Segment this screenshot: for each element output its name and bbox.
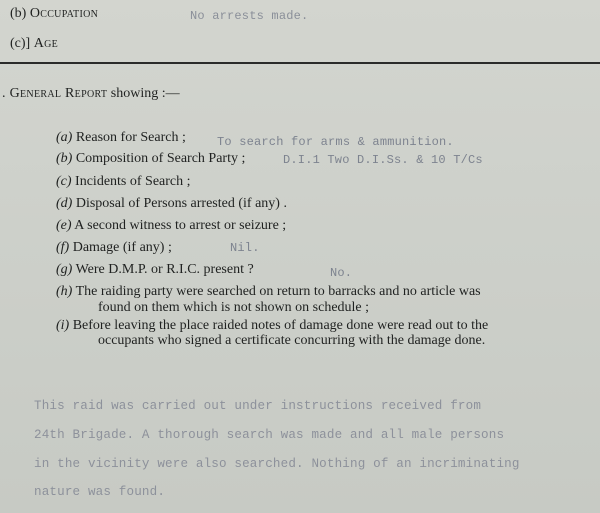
report-item-c <box>56 174 191 190</box>
report-item-e <box>56 218 286 234</box>
item-letter: (c) <box>56 174 72 189</box>
item-label: Damage (if any) ; <box>72 240 172 255</box>
occupation-value: No arrests made. <box>190 9 309 23</box>
report-item-h <box>56 284 481 300</box>
report-heading-prefix: . General Report <box>2 86 108 101</box>
report-item-h-continued: found on them which is not shown on schedule ; <box>98 300 370 315</box>
item-label: Disposal of Persons arrested (if any) . <box>75 196 287 211</box>
item-letter: (i) <box>56 318 70 333</box>
divider-rule <box>0 62 600 64</box>
item-b-value: D.I.1 Two D.I.Ss. & 10 T/Cs <box>283 153 483 167</box>
narrative-line: This raid was carried out under instructions received from <box>34 399 482 413</box>
item-letter: (a) <box>56 130 73 145</box>
item-letter: (f) <box>56 240 70 255</box>
report-item-f <box>56 240 172 256</box>
narrative-line: 24th Brigade. A thorough search was made and all male persons <box>34 428 505 442</box>
item-label: The raiding party were searched on return to barracks and no article was <box>75 284 481 299</box>
report-item-g <box>56 262 254 278</box>
item-letter: (g) <box>56 262 73 277</box>
report-item-b <box>56 151 245 167</box>
report-item-i <box>56 318 488 334</box>
occupation-row <box>10 6 98 22</box>
item-label: A second witness to arrest or seizure ; <box>74 218 287 233</box>
item-f-value: Nil. <box>230 241 260 255</box>
occupation-letter: (b) <box>10 6 27 21</box>
narrative-line: in the vicinity were also searched. Nothing of an incriminating <box>34 457 520 471</box>
item-g-value: No. <box>330 266 353 280</box>
item-label: Before leaving the place raided notes of damage done were read out to the <box>72 318 489 333</box>
narrative-line: nature was found. <box>34 485 166 499</box>
occupation-label: Occupation <box>29 6 99 21</box>
report-heading <box>2 86 180 102</box>
item-letter: (e) <box>56 218 72 233</box>
item-label: Composition of Search Party ; <box>75 151 246 166</box>
item-letter: (b) <box>56 151 73 166</box>
item-label: Reason for Search ; <box>75 130 186 145</box>
report-item-i-continued: occupants who signed a certificate concurring with the damage done. <box>98 333 486 348</box>
item-a-value: To search for arms & ammunition. <box>217 135 454 149</box>
item-label: Were D.M.P. or R.I.C. present ? <box>75 262 254 277</box>
age-label: Age <box>33 36 59 51</box>
age-row <box>10 36 58 52</box>
report-item-d <box>56 196 287 212</box>
age-letter: (c)] <box>10 36 31 51</box>
report-item-a <box>56 130 186 146</box>
item-label: Incidents of Search ; <box>75 174 191 189</box>
report-heading-suffix: showing :— <box>110 86 180 101</box>
item-letter: (h) <box>56 284 73 299</box>
item-letter: (d) <box>56 196 73 211</box>
